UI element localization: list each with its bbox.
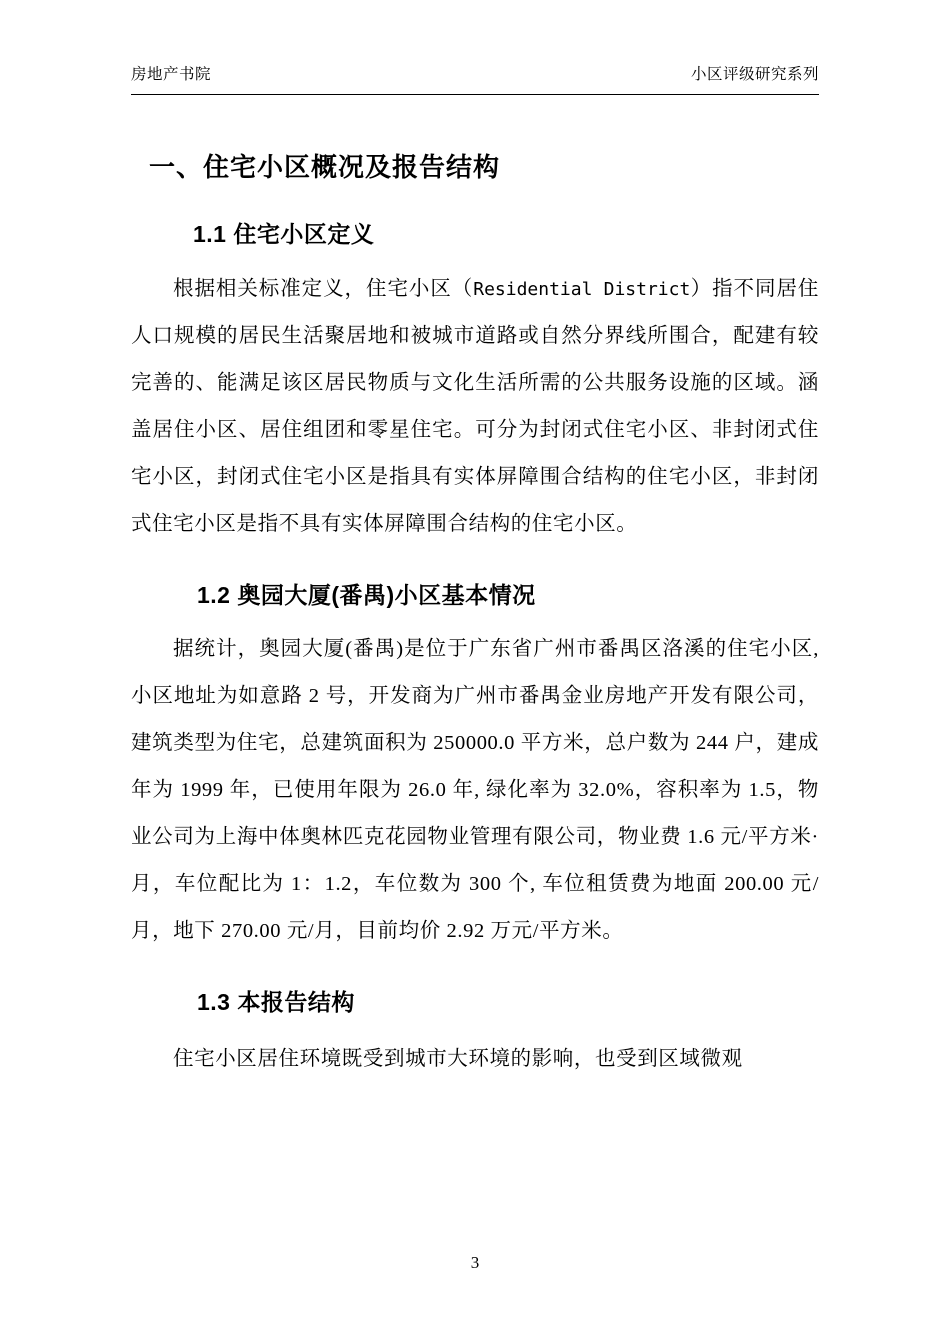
page-number: 3 <box>470 1253 480 1272</box>
header-left-text: 房地产书院 <box>131 66 212 83</box>
paragraph-1-1 <box>131 266 819 548</box>
chapter-title: 一、住宅小区概况及报告结构 <box>149 152 501 182</box>
paragraph-1-1-tail: ）指不同居住人口规模的居民生活聚居地和被城市道路或自然分界线所围合，配建有较完善的、能满足该区居民物质与文化生活所需的公共服务设施的区域。涵盖居住小区、居住组团和零星住宅。可分为封闭式住宅小区、非封闭式住宅小区，封闭式住宅小区是指具有实体屏障围合结构的住宅小区，非封闭式住宅小区是指不具有实体屏障围合结构的住宅小区。 <box>131 277 819 535</box>
section-heading-1-2: 1.2 奥园大厦(番禺)小区基本情况 <box>197 581 536 608</box>
paragraph-1-2: 据统计，奥园大厦(番禺)是位于广东省广州市番禺区洛溪的住宅小区, 小区地址为如意路 2 号，开发商为广州市番禺金业房地产开发有限公司，建筑类型为住宅，总建筑面积为 250000.0 平方米，总户数为 244 户，建成年为 1999 年，已使用年限为 26.0 年, 绿化率为 32.0%，容积率为 1.5，物业公司为上海中体奥林匹克花园物业管理有限公司，物业费 1.6 元/平方米·月，车位配比为 1：1.2，车位数为 300 个, 车位租赁费为地面 200.00 元/月，地下 270.00 元/月，目前均价 2.92 万元/平方米。 <box>131 638 819 942</box>
document-body <box>131 130 819 1083</box>
page-footer <box>0 1253 950 1273</box>
paragraph-1-1-lead: 根据相关标准定义，住宅小区（ <box>173 277 474 300</box>
section-heading-1-1: 1.1 住宅小区定义 <box>193 221 375 247</box>
header-divider <box>131 94 819 95</box>
paragraph-1-1-latin-term: Residential District <box>473 278 691 300</box>
section-heading-1-3: 1.3 本报告结构 <box>197 989 355 1015</box>
page-header <box>131 62 819 84</box>
paragraph-1-3: 住宅小区居住环境既受到城市大环境的影响，也受到区域微观 <box>173 1047 743 1070</box>
header-right-text: 小区评级研究系列 <box>690 66 819 83</box>
